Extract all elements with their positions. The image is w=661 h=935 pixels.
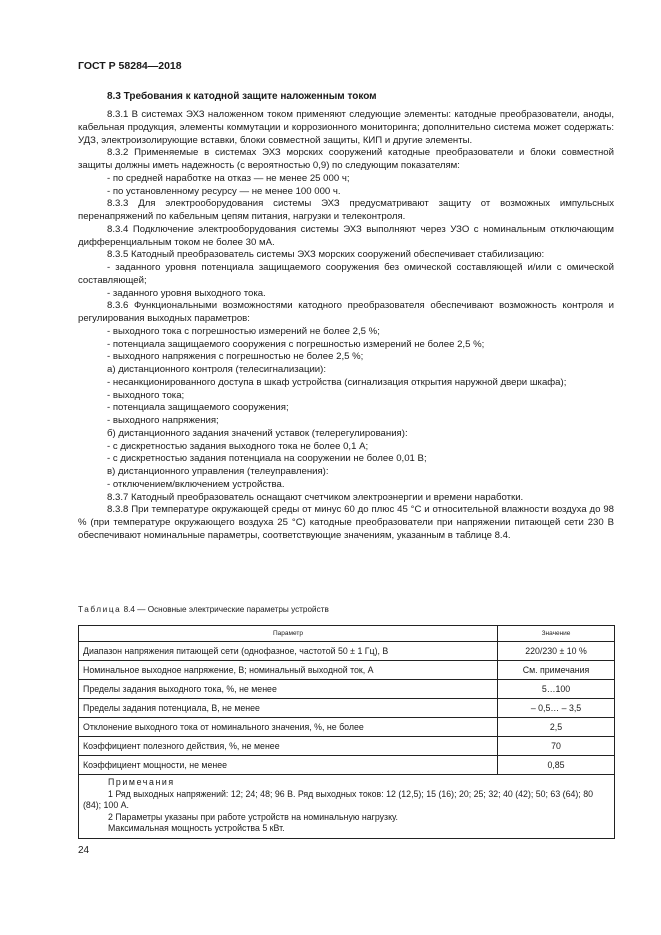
- note: 1 Ряд выходных напряжений: 12; 24; 48; 96 В. Ряд выходных токов: 12 (12,5); 15 (16); 20; 25; 32; 40 (42); 50; 63 (64); 80 (84); 100 А.: [83, 788, 593, 810]
- table-row: [79, 661, 615, 680]
- paragraph: 8.3.2 Применяемые в системах ЭХЗ морских сооружений катодные преобразователи и блоки совместной защиты должны иметь надежность (с вероятностью 0,9) по следующим показателям:: [78, 147, 614, 171]
- parameter-cell: Диапазон напряжения питающей сети (однофазное, частотой 50 ± 1 Гц), В: [79, 642, 498, 661]
- page-number: 24: [78, 845, 90, 856]
- document-header: ГОСТ Р 58284—2018: [78, 60, 182, 72]
- list-item: - по средней наработке на отказ — не менее 25 000 ч;: [107, 172, 350, 184]
- list-item: - выходного напряжения с погрешностью не более 2,5 %;: [107, 351, 364, 363]
- value-cell: 220/230 ± 10 %: [498, 642, 615, 661]
- list-item: в) дистанционного управления (телеуправления):: [107, 466, 329, 477]
- list-item: - отключением/включением устройства.: [107, 478, 285, 490]
- notes-title: Примечания: [108, 777, 175, 787]
- paragraph: 8.3.5 Катодный преобразователь системы ЭХЗ морских сооружений обеспечивает стабилизацию:: [107, 249, 545, 261]
- value-cell: 2,5: [498, 718, 615, 737]
- section-title: 8.3 Требования к катодной защите наложенным током: [107, 91, 377, 102]
- note: Максимальная мощность устройства 5 кВт.: [108, 823, 285, 833]
- value-cell: 0,85: [498, 756, 615, 775]
- list-item: б) дистанционного задания значений уставок (телерегулирования):: [107, 427, 408, 439]
- parameter-cell: Пределы задания выходного тока, %, не менее: [79, 680, 498, 699]
- list-item: - заданного уровня выходного тока.: [107, 287, 266, 299]
- table-caption-label: Таблица: [78, 605, 122, 614]
- table-row: [79, 718, 615, 737]
- list-item: - несанкционированного доступа в шкаф устройства (сигнализация открытия наружной двери шкафа);: [107, 376, 567, 388]
- list-item: - выходного тока;: [107, 389, 185, 401]
- table-caption: [78, 605, 329, 614]
- paragraph: 8.3.3 Для электрооборудования системы ЭХЗ предусматривают защиту от возможных импульсных перенапряжений по кабельным цепям питания, нагрузки и телеконтроля.: [78, 198, 614, 222]
- paragraph: 8.3.7 Катодный преобразователь оснащают счетчиком электроэнергии и времени наработки.: [107, 491, 524, 503]
- list-item: - выходного тока с погрешностью измерений не более 2,5 %;: [107, 325, 380, 337]
- table-row: [79, 756, 615, 775]
- list-item: - с дискретностью задания выходного тока не более 0,1 А;: [107, 440, 369, 452]
- value-cell: 5…100: [498, 680, 615, 699]
- list-item: - с дискретностью задания потенциала на сооружении не более 0,01 В;: [107, 453, 427, 465]
- value-cell: 70: [498, 737, 615, 756]
- paragraph: 8.3.1 В системах ЭХЗ наложенном током применяют следующие элементы: катодные преобразователи, аноды, кабельная продукция, элементы коммутации и коррозионного мониторинга; дополнительно система может содержать: УДЗ, электроизолирующие вставки, блоки совместной защиты, КИП и другие элементы.: [78, 109, 614, 146]
- parameters-table: [78, 625, 615, 839]
- parameter-cell: Коэффициент мощности, не менее: [79, 756, 498, 775]
- table-caption-text: 8.4 — Основные электрические параметры устройств: [121, 605, 329, 614]
- paragraph: - заданного уровня потенциала защищаемого сооружения без омической составляющей и/или с омической составляющей;: [78, 262, 614, 286]
- table-header-row: [79, 626, 615, 642]
- header-parameter: Параметр: [79, 626, 498, 642]
- list-item: а) дистанционного контроля (телесигнализации):: [107, 364, 327, 375]
- table-row: [79, 680, 615, 699]
- list-item: - по установленному ресурсу — не менее 100 000 ч.: [107, 185, 341, 197]
- table-notes-row: [79, 775, 615, 839]
- list-item: - потенциала защищаемого сооружения;: [107, 402, 289, 414]
- parameter-cell: Номинальное выходное напряжение, В; номинальный выходной ток, А: [79, 661, 498, 680]
- table-row: [79, 699, 615, 718]
- table-row: [79, 737, 615, 756]
- list-item: - потенциала защищаемого сооружения с погрешностью измерений не более 2,5 %;: [107, 338, 485, 350]
- list-item: - выходного напряжения;: [107, 415, 219, 426]
- notes-cell: [79, 775, 615, 839]
- paragraph: 8.3.6 Функциональными возможностями катодного преобразователя обеспечивают возможность контроля и регулирования выходных параметров:: [78, 300, 614, 324]
- table-row: [79, 642, 615, 661]
- parameter-cell: Отклонение выходного тока от номинального значения, %, не более: [79, 718, 498, 737]
- header-value: Значение: [498, 626, 615, 642]
- value-cell: – 0,5… – 3,5: [498, 699, 615, 718]
- parameter-cell: Коэффициент полезного действия, %, не менее: [79, 737, 498, 756]
- body-text: [78, 109, 614, 543]
- note: 2 Параметры указаны при работе устройств на номинальную нагрузку.: [108, 811, 398, 822]
- paragraph: 8.3.4 Подключение электрооборудования системы ЭХЗ выполняют через УЗО с номинальным отключающим дифференциальным током не более 30 мА.: [78, 223, 614, 248]
- value-cell: См. примечания: [498, 661, 615, 680]
- paragraph: 8.3.8 При температуре окружающей среды от минус 60 до плюс 45 °С и относительной влажности воздуха до 98 % (при температуре окружающего воздуха 25 °С) катодные преобразователи при напряжении питающей сети 230 В обеспечивают номинальные параметры, соответствующие значениям, указанным в таблице 8.4.: [78, 504, 614, 541]
- parameter-cell: Пределы задания потенциала, В, не менее: [79, 699, 498, 718]
